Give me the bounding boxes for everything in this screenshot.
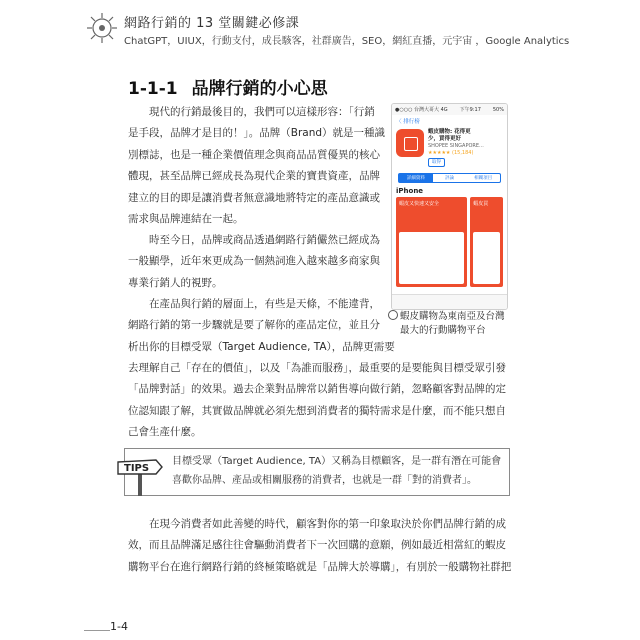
- paragraph-5: [128, 514, 512, 578]
- app-name: 蝦皮購物: 花得更: [428, 129, 471, 135]
- phone-status-bar: [392, 104, 507, 115]
- paragraph-line: 購物平台在進行網路行銷的終極策略就是「品牌大於導購」，有別於一般購物社群把: [128, 560, 512, 573]
- footer-rule: [84, 622, 110, 631]
- book-logo-icon: [84, 10, 120, 46]
- status-time: 下午9:17: [459, 107, 481, 113]
- paragraph-line: 在產品與行銷的層面上，有些是天條，不能違背，: [149, 298, 380, 310]
- paragraph-line: 己會生產什麼。: [128, 426, 202, 439]
- paragraph-line: 是手段，品牌才是目的！」。品牌（Brand）就是一種識: [128, 127, 386, 140]
- paragraph-line: 建立的目的即是讓消費者無意識地將特定的產品意識或: [128, 191, 380, 204]
- screenshot-2-text: 蝦皮買: [473, 201, 489, 207]
- status-battery: 50%: [492, 106, 504, 113]
- status-carrier: ●○○○ 台灣大哥大 4G: [395, 107, 448, 113]
- paragraph-line: 體現，甚至品牌已經成長為現代企業的寶貴資產，品牌: [128, 170, 380, 183]
- app-screenshot-1: [396, 197, 467, 287]
- paragraph-line: 需求與品牌連結在一起。: [128, 213, 244, 226]
- paragraph-line: 網路行銷的第一步驟就是要了解你的產品定位，並且分: [128, 319, 380, 332]
- get-button: 取得: [428, 158, 445, 167]
- tab-details: 詳細資料: [399, 174, 433, 182]
- paragraph-line: 現代的行銷最後目的，我們可以這樣形容：「行銷: [149, 106, 375, 118]
- tips-line: 目標受眾（Target Audience, TA）又稱為目標顧客，是一群有潛在可能會: [172, 456, 502, 467]
- paragraph-3: [128, 294, 395, 358]
- phone-tab-bar: [392, 294, 507, 309]
- app-rating: ★★★★★ (15,184): [428, 150, 474, 156]
- tips-text: [172, 452, 501, 490]
- section-number: 1-1-1: [128, 79, 178, 99]
- screenshot-1-text: 蝦皮又快速又安全: [399, 201, 440, 207]
- app-store-screenshot: [391, 103, 508, 310]
- tips-signpost-icon: [116, 456, 166, 496]
- book-subtitle: ChatGPT，UIUX，行動支付，成長駭客，社群廣告，SEO，網紅直播，元宇宙 ，Google Analytics: [124, 36, 570, 47]
- shopee-app-icon: [396, 129, 424, 157]
- paragraph-line: 「品牌對話」的效果。過去企業對品牌常以銷售導向做行銷，忽略顧客對品牌的定: [128, 383, 506, 396]
- paragraph-line: 時至今日，品牌或商品透過網路行銷儼然已經成為: [149, 234, 380, 246]
- app-screenshot-2: [470, 197, 503, 287]
- app-name-line2: 少，買得更好: [428, 136, 462, 142]
- tips-label: TIPS: [124, 463, 150, 474]
- tab-related: 相關項目: [474, 176, 493, 181]
- section-heading: [128, 74, 328, 99]
- tab-reviews: 評論: [445, 176, 454, 181]
- paragraph-line: 析出你的目標受眾（Target Audience, TA），品牌更需要: [128, 340, 395, 353]
- section-title: 品牌行銷的小心思: [191, 79, 328, 99]
- paragraph-line: 去理解自己「存在的價值」，以及「為誰而服務」，最重要的是要能與目標受眾引發: [128, 362, 506, 374]
- platform-label: iPhone: [396, 187, 424, 195]
- paragraph-2: [128, 230, 380, 294]
- caption-line-2: 最大的行動購物平台: [400, 325, 486, 336]
- app-publisher: SHOPEE SINGAPORE...: [428, 143, 484, 149]
- app-screenshots: [392, 197, 507, 287]
- app-header: [392, 127, 507, 169]
- paragraph-line: 在現今消費者如此善變的時代，顧客對你的第一印象取決於你們品牌行銷的成: [149, 518, 506, 530]
- tips-line: 喜歡你品牌、產品或相關服務的消費者，也就是一群「對的消費者」。: [172, 475, 477, 486]
- caption-line-1: 蝦皮購物為東南亞及台灣: [400, 311, 505, 322]
- paragraph-line: 一般顯學，近年來更成為一個熱詞進入越來越多商家與: [128, 255, 380, 268]
- paragraph-line: 位認知跟了解，其實做品牌就必須先想到消費者的獨特需求是什麼，而不能只想自: [128, 404, 506, 417]
- back-link: 〈 排行榜: [396, 119, 420, 125]
- paragraph-4: [128, 358, 506, 444]
- figure-caption: [388, 310, 505, 338]
- app-tabs: [398, 173, 501, 183]
- page-number: 1-4: [110, 620, 128, 633]
- paragraph-line: 別標誌，也是一種企業價值理念與商品品質優異的核心: [128, 148, 380, 161]
- paragraph-line: 效，而且品牌滿足感往往會驅動消費者下一次回購的意願，例如最近相當紅的蝦皮: [128, 539, 506, 552]
- book-title: 網路行銷的 13 堂關鍵必修課: [124, 16, 300, 31]
- paragraph-line: 專業行銷人的視野。: [128, 276, 223, 289]
- caption-bullet-icon: [388, 310, 398, 320]
- paragraph-1: [128, 102, 386, 230]
